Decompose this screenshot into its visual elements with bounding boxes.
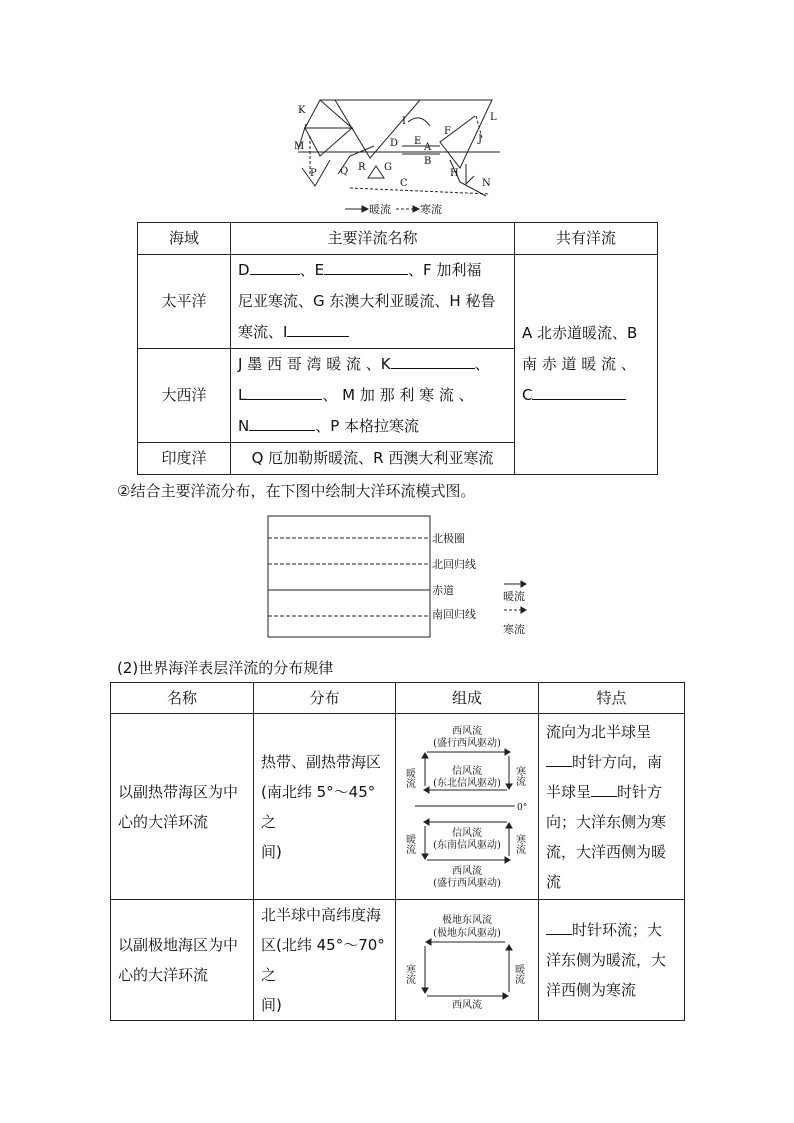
header-distribution: 分布 (254, 683, 396, 714)
fig2-legend-cold: 寒流 (503, 623, 525, 636)
pacific-currents: D 、E 、F 加利福 尼亚寒流、G 东澳大利亚暖流、H 秘鲁 寒流、I (231, 255, 515, 349)
blank-e[interactable] (324, 258, 408, 275)
ocean-current-figure (290, 96, 510, 218)
pacific-name: 太平洋 (138, 255, 231, 349)
header-composition: 组成 (396, 683, 539, 714)
blank-l[interactable] (246, 383, 322, 400)
fig-label-g: G (384, 162, 392, 173)
r1-top-label: 西风流 (452, 725, 482, 737)
r2-top-label: 极地东风流 (442, 915, 492, 926)
blank-d[interactable] (250, 258, 300, 275)
fig-label-n: N (482, 178, 491, 189)
section-2-title: (2)世界海洋表层洋流的分布规律 (117, 659, 334, 677)
blank-i[interactable] (287, 320, 349, 337)
fig-label-j: J (478, 134, 483, 145)
fig-label-m: M (294, 141, 305, 152)
row2-name: 以副极地海区为中 心的大洋环流 (111, 900, 254, 1021)
fig-label-r: R (358, 162, 366, 173)
header-features: 特点 (539, 683, 685, 714)
r1-warm-top: 暖流 (403, 767, 415, 788)
line-tropic-cancer: 北回归线 (432, 558, 476, 571)
row2-distribution: 北半球中高纬度海 区(北纬 45°～70°之 间) (254, 900, 396, 1021)
line-arctic-circle: 北极圈 (432, 532, 465, 545)
row1-name: 以副热带海区为中 心的大洋环流 (111, 714, 254, 900)
r1-bottom-sub: (盛行西风驱动) (433, 877, 501, 889)
r1-bottom-label: 西风流 (452, 865, 482, 877)
row2-features: 时针环流；大 洋东侧为暖流，大 洋西侧为寒流 (539, 900, 685, 1021)
row1-distribution: 热带、副热带海区 (南北纬 5°～45°之 间) (254, 714, 396, 900)
r2-left-label: 寒流 (403, 964, 415, 984)
blank-subpolar-direction[interactable] (546, 918, 572, 935)
header-shared: 共有洋流 (515, 223, 658, 255)
indian-name: 印度洋 (138, 443, 231, 475)
blank-south-direction[interactable] (591, 780, 617, 797)
r1-zero-label: 0° (517, 802, 528, 813)
fig-label-b: B (424, 156, 432, 167)
circulation-table (110, 682, 685, 1021)
r1-mid2-label: 信风流 (452, 827, 482, 839)
ocean-current-table (137, 222, 658, 475)
latitude-frame-figure (266, 512, 536, 642)
blank-c[interactable] (532, 383, 626, 400)
fig-label-q: Q (340, 166, 349, 177)
header-currents: 主要洋流名称 (231, 223, 515, 255)
line-tropic-capricorn: 南回归线 (432, 608, 476, 621)
blank-north-direction[interactable] (546, 750, 572, 767)
r1-mid1-label: 信风流 (452, 765, 482, 777)
r1-cold-bottom: 寒流 (513, 833, 525, 854)
fig-legend-warm: 暖流 (369, 203, 391, 216)
blank-k[interactable] (391, 352, 475, 369)
header-name: 名称 (111, 683, 254, 714)
task-2-instruction: ②结合主要洋流分布，在下图中绘制大洋环流模式图。 (117, 482, 476, 500)
atlantic-currents: J 墨 西 哥 湾 暖 流 、K 、 L 、 M 加 那 利 寒 流 、 N 、P 本格拉寒流 (231, 349, 515, 443)
fig-label-k: K (298, 105, 306, 116)
r1-top-sub: (盛行西风驱动) (433, 737, 501, 749)
fig-label-h: H (450, 168, 459, 179)
r1-mid1-sub: (东北信风驱动) (433, 777, 501, 789)
r1-cold-top: 寒流 (513, 765, 525, 786)
shared-currents: A 北赤道暖流、B 南 赤 道 暖 流 、 C (515, 255, 658, 475)
indian-currents: Q 厄加勒斯暖流、R 西澳大利亚寒流 (231, 443, 515, 475)
r2-bottom-label: 西风流 (452, 1000, 482, 1010)
row2-composition-diagram (396, 900, 539, 1021)
r1-warm-bottom: 暖流 (403, 833, 415, 854)
fig-label-e: E (414, 136, 422, 147)
fig-label-c: C (400, 178, 408, 189)
row1-composition-diagram (396, 714, 539, 900)
fig-label-l: L (490, 112, 497, 123)
fig-label-d: D (390, 138, 399, 149)
r1-mid2-sub: (东南信风驱动) (433, 839, 501, 851)
fig-legend-cold: 寒流 (420, 203, 442, 216)
line-equator: 赤道 (432, 584, 454, 597)
row1-features: 流向为北半球呈 时针方向，南 半球呈 时针方 向；大洋东侧为寒 流，大洋西侧为暖 流 (539, 714, 685, 900)
atlantic-name: 大西洋 (138, 349, 231, 443)
fig-label-i: I (402, 116, 406, 127)
fig2-legend-warm: 暖流 (503, 590, 525, 603)
header-sea: 海域 (138, 223, 231, 255)
blank-n[interactable] (249, 414, 315, 431)
fig-label-p: P (310, 168, 317, 179)
fig-label-a: A (424, 142, 432, 153)
fig-label-f: F (444, 126, 451, 137)
r2-top-sub: (极地东风驱动) (433, 928, 501, 939)
ocean-current-diagram (290, 96, 510, 218)
r2-right-label: 暖流 (512, 964, 524, 984)
